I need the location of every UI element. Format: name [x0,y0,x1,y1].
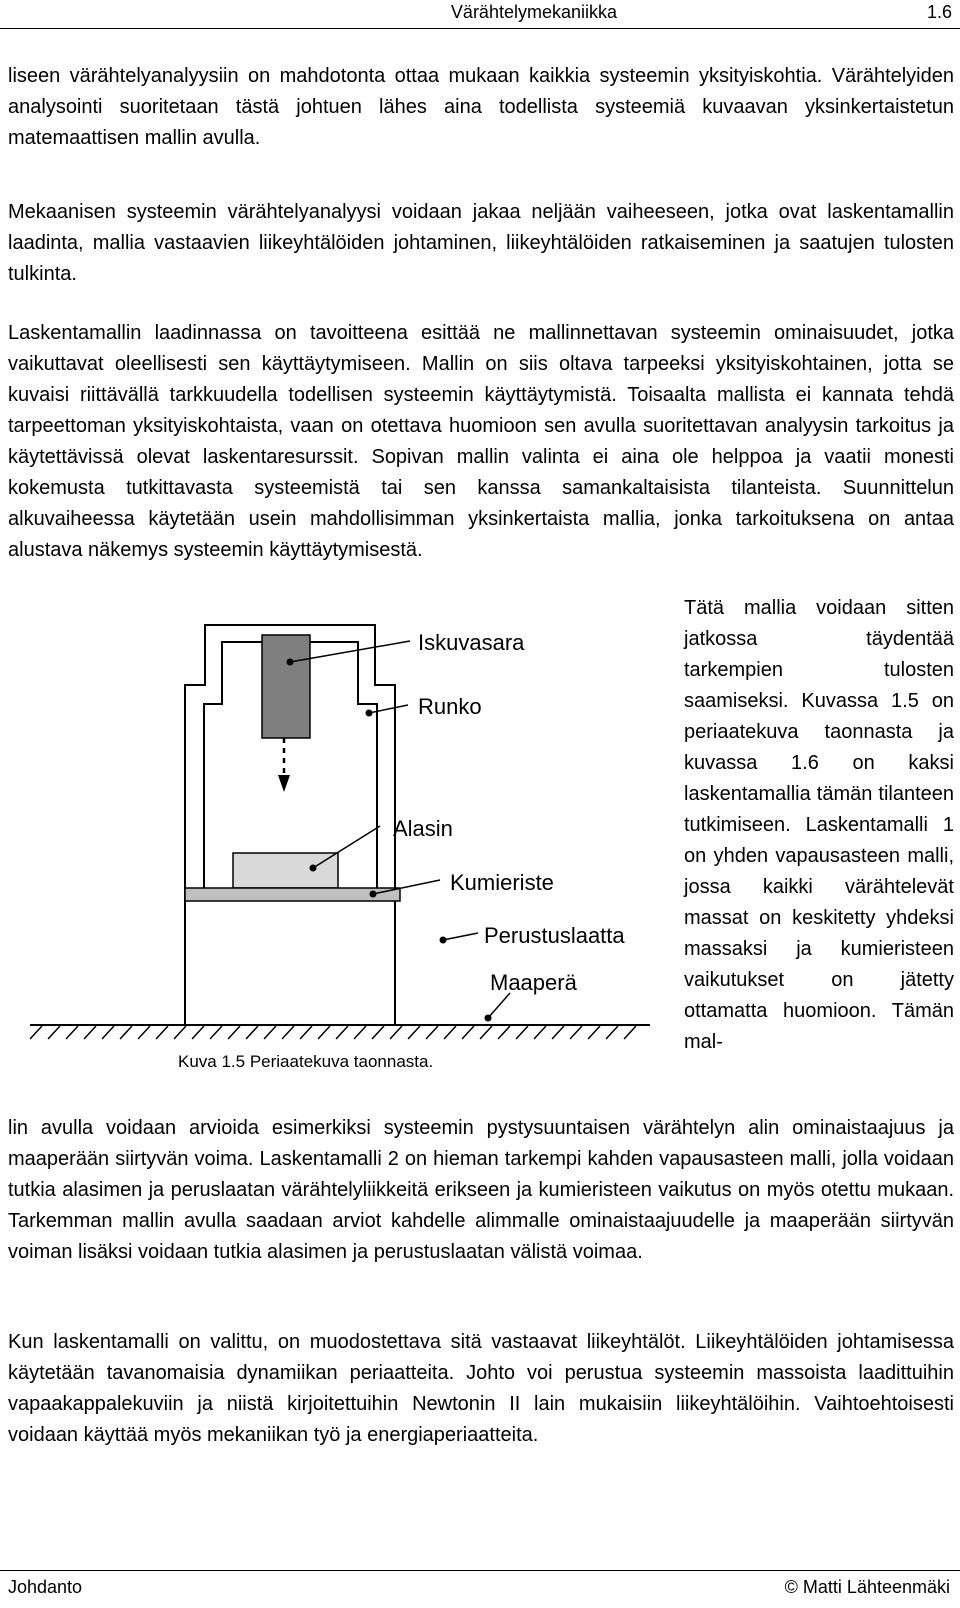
hammer-block [262,635,310,738]
paragraph-1: liseen värähtelyanalyysiin on mahdotonta ottaa mukaan kaikkia systeemin yksityiskohtia. Värähtelyiden analysointi suoritetaan tästä johtuen lähes aina todellista systeemiä kuvaavan yksinkertaistetun matemaattisen mallin avulla. [8,65,954,149]
page-footer [0,1570,960,1608]
footer-chapter: Johdanto [8,1577,83,1597]
label-frame: Runko [418,694,482,719]
paragraph-3: Laskentamallin laadinnassa on tavoitteena esittää ne mallinnettavan systeemin ominaisuudet, jotka vaikuttavat oleellisesti sen käyttäytymiseen. Mallin on siis oltava tarpeeksi yksityiskohtainen, jotta se kuvaisi riittävällä tarkkuudella todellisen systeemin käyttäytymistä. Toisaalta mallista ei kannata tehdä tarpeettoman yksityiskohtaista, vaan on otettava huomioon sen avulla suoritettavan analyysin tarkoitus ja käytettävissä olevat laskentaresurssit. Sopivan mallin valinta ei aina ole helppoa ja vaatii monesti kokemusta tutkittavasta systeemistä tai sen kanssa samankaltaisista tilanteista. Suunnittelun alkuvaiheessa käytetään usein mahdollisimman yksinkertaista mallia, jonka tarkoituksena on antaa alustava näkemys systeemin käyttäytymisestä. [8,322,954,561]
ground-hatching [30,1026,636,1039]
page-number: 1.6 [926,2,952,22]
label-anvil: Alasin [393,816,453,841]
fall-arrow-head [278,775,290,792]
label-soil: Maaperä [490,970,577,995]
paragraph-2: Mekaanisen systeemin värähtelyanalyysi voidaan jakaa neljään vaiheeseen, jotka ovat laskentamallin laadinta, mallia vastaavien liikeyhtälöiden johtaminen, liikeyhtälöiden ratkaiseminen ja saatujen tulosten tulkinta. [8,201,954,285]
paragraph-continued: lin avulla voidaan arvioida esimerkiksi systeemin pystysuuntaisen värähtelyn alin ominaistaajuus ja maaperään siirtyvän voima. Laskentamalli 2 on hieman tarkempi kahden vapausasteen malli, jolla voidaan tutkia alasimen ja peruslaatan värähtelyliikkeitä erikseen ja kumieristeen vaikutus on myös otettu mukaan. Tarkemman mallin avulla saadaan arviot kahdelle alimmalle ominaistaajuudelle ja maaperään siirtyvän voiman lisäksi voidaan tutkia alasimen ja perustuslaatan välistä voimaa. [8,1117,954,1263]
isolator-layer [185,888,400,901]
page-header [0,2,960,29]
header-title: Värähtelymekaniikka [450,2,617,22]
label-slab: Perustuslaatta [484,923,625,948]
figure-caption: Kuva 1.5 Periaatekuva taonnasta. [178,1052,434,1071]
side-text: Tätä mallia voidaan sitten jatkossa täydentää tarkempien tulosten saamiseksi. Kuvassa 1.5 on periaatekuva taonnasta ja kuvassa 1.6 on kaksi laskentamallia tämän tilanteen tutkimiseen. Laskentamalli 1 on yhden vapausasteen malli, jossa kaikki värähtelevät massat on keskitetty yhdeksi massaksi ja kumieristeen vaikutukset on jätetty ottamatta huomioon. Tämän mal- [684,597,954,1053]
anvil-block [233,853,338,888]
footer-copyright: © Matti Lähteenmäki [784,1577,950,1597]
label-isolator: Kumieriste [450,870,554,895]
label-hammer: Iskuvasara [418,630,525,655]
figure-forging-diagram [0,620,680,1090]
paragraph-final: Kun laskentamalli on valittu, on muodostettava sitä vastaavat liikeyhtälöt. Liikeyhtälöiden johtamisessa käytetään tavanomaisia dynamiikan periaatteita. Johto voi perustua systeemin massoista laadittuihin vapaakappalekuviin ja niistä kirjoitettuihin Newtonin II lain mukaisiin liikeyhtälöihin. Vaihtoehtoisesti voidaan käyttää myös mekaniikan työ ja energiaperiaatteita. [8,1331,954,1446]
